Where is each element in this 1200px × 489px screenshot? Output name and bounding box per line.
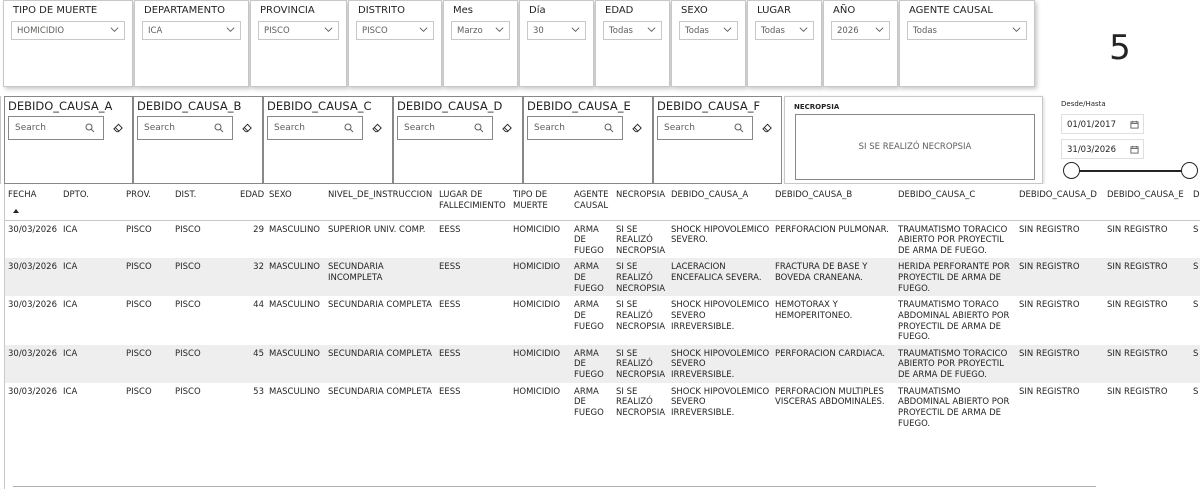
table-cell: MASCULINO [266, 345, 325, 383]
chevron-down-icon [798, 24, 809, 35]
table-cell: HOMICIDIO [510, 258, 571, 296]
filter-dropdown[interactable] [755, 21, 814, 40]
table-cell: S [1190, 345, 1200, 383]
filter-dropdown[interactable] [258, 21, 339, 40]
table-cell: ICA [63, 386, 78, 397]
date-from-input[interactable] [1061, 114, 1144, 134]
table-cell: SIN REGISTRO [1107, 300, 1168, 311]
slicer-title: DEBIDO_CAUSA_C [267, 99, 372, 113]
filter-dropdown[interactable] [527, 21, 586, 40]
table-cell: HOMICIDIO [513, 386, 561, 397]
column-header-label: FECHA [8, 190, 37, 200]
table-cell: SECUNDARIA COMPLETA [328, 386, 432, 397]
filter-title: PROVINCIA [260, 5, 315, 16]
column-header[interactable]: SEXO [266, 184, 325, 220]
eraser-icon[interactable] [242, 123, 253, 133]
sort-ascending-icon [13, 209, 19, 213]
filter-dropdown[interactable] [356, 21, 434, 40]
eraser-icon[interactable] [372, 123, 383, 133]
column-header[interactable]: DEBIDO_CAUSA_C [895, 184, 1016, 220]
slicer-debido-causa-f [653, 96, 782, 184]
table-cell: 30/03/2026 [8, 300, 57, 311]
table-cell: PISCO [175, 386, 201, 397]
filter-value: Todas [913, 26, 937, 36]
search-placeholder: Search [664, 123, 695, 133]
filter-departamento [134, 0, 249, 87]
record-count-card: 5 [1109, 28, 1131, 68]
divider [0, 96, 1, 184]
table-cell: PERFORACION MULTIPLES VISCERAS ABDOMINALES. [775, 386, 885, 408]
table-cell: ARMA DE FUEGO [571, 258, 613, 296]
filter-title: AÑO [833, 5, 856, 16]
filter-value: 2026 [837, 26, 859, 36]
table-cell: 44 [253, 300, 264, 311]
slicer-title: DEBIDO_CAUSA_F [657, 99, 761, 113]
eraser-icon[interactable] [632, 123, 643, 133]
eraser-icon[interactable] [502, 123, 513, 133]
table-cell: PISCO [172, 345, 237, 383]
table-cell: HERIDA PERFORANTE POR PROYECTIL DE ARMA DE FUEGO. [895, 258, 1016, 296]
filter-sexo [671, 0, 746, 87]
chevron-down-icon [323, 24, 334, 35]
table-cell: SI SE REALIZÓ NECROPSIA [616, 224, 666, 256]
filter-title: DEPARTAMENTO [144, 5, 226, 16]
table-cell: PISCO [126, 224, 152, 235]
filter-dropdown[interactable] [142, 21, 241, 40]
table-cell: S [1193, 300, 1199, 311]
filter-agente-causal [899, 0, 1035, 87]
date-to-input[interactable] [1061, 139, 1144, 159]
table-cell: 32 [237, 258, 266, 296]
filter-mes [443, 0, 518, 87]
table-cell: HEMOTORAX Y HEMOPERITONEO. [775, 300, 853, 321]
column-header[interactable]: TIPO DE MUERTE [510, 184, 571, 220]
table-cell: 30/03/2026 [5, 258, 60, 296]
chevron-down-icon [494, 24, 505, 35]
table-cell: EESS [436, 345, 510, 383]
filter-value: PISCO [362, 26, 388, 36]
chevron-down-icon [722, 24, 733, 35]
table-cell: SIN REGISTRO [1019, 300, 1080, 311]
filter-dia [519, 0, 594, 87]
table-cell: SI SE REALIZÓ NECROPSIA [613, 345, 668, 383]
date-slider-end-handle[interactable] [1181, 162, 1198, 179]
search-input[interactable] [657, 116, 753, 140]
slicer-title: DEBIDO_CAUSA_D [397, 99, 503, 113]
slicer-debido-causa-c [263, 96, 393, 184]
filter-title: Mes [453, 5, 473, 16]
chevron-down-icon [109, 24, 120, 35]
table-cell: MASCULINO [269, 300, 320, 311]
search-input[interactable] [527, 116, 623, 140]
filter-value: Marzo [457, 26, 483, 36]
chevron-down-icon [570, 24, 581, 35]
records-table [4, 184, 1200, 489]
filter-title: DISTRITO [358, 5, 405, 16]
calendar-icon [1130, 120, 1139, 129]
filter-dropdown[interactable] [11, 21, 125, 40]
search-placeholder: Search [274, 123, 305, 133]
table-cell: HOMICIDIO [513, 300, 561, 311]
filter-lugar [747, 0, 822, 87]
column-header[interactable]: NIVEL_DE_INSTRUCCION [325, 184, 436, 220]
table-cell: 30/03/2026 [8, 386, 57, 397]
search-input[interactable] [137, 116, 233, 140]
table-cell: 30/03/2026 [8, 224, 57, 235]
filter-title: EDAD [605, 5, 634, 16]
table-cell: ARMA DE FUEGO [574, 386, 604, 418]
filter-value: Todas [685, 26, 709, 36]
filter-anio [823, 0, 898, 87]
date-slider-start-handle[interactable] [1063, 162, 1080, 179]
table-cell: PISCO [123, 345, 172, 383]
table-cell: SUPERIOR UNIV. COMP. [328, 224, 426, 235]
table-cell: 29 [253, 224, 264, 235]
column-header[interactable]: DEBIDO_CAUSA_B [772, 184, 895, 220]
calendar-icon [1130, 145, 1139, 154]
table-cell: PISCO [172, 258, 237, 296]
chevron-down-icon [874, 24, 885, 35]
table-cell: SIN REGISTRO [1104, 345, 1190, 383]
table-cell: EESS [439, 224, 461, 235]
table-cell: PISCO [126, 300, 152, 311]
search-input[interactable] [8, 116, 104, 140]
column-header[interactable]: LUGAR DE FALLECIMIENTO [436, 184, 510, 220]
filter-title: AGENTE CAUSAL [909, 5, 993, 16]
filter-title: SEXO [681, 5, 708, 16]
search-input[interactable] [267, 116, 363, 140]
table-cell: MASCULINO [269, 386, 320, 397]
table-cell: ARMA DE FUEGO [574, 300, 604, 332]
filter-title: LUGAR [757, 5, 791, 16]
slicer-title: DEBIDO_CAUSA_B [137, 99, 242, 113]
necropsia-option[interactable]: SI SE REALIZÓ NECROPSIA [795, 114, 1035, 180]
records-grid [5, 184, 1200, 431]
date-to-value: 31/03/2026 [1067, 145, 1116, 155]
table-cell: ARMA DE FUEGO [574, 224, 604, 256]
chevron-down-icon [225, 24, 236, 35]
table-cell: EESS [439, 386, 461, 397]
date-range-slicer [1050, 96, 1200, 184]
slicer-debido-causa-b [133, 96, 263, 184]
table-cell: SI SE REALIZÓ NECROPSIA [616, 300, 666, 332]
table-cell: ICA [60, 345, 123, 383]
table-cell: MASCULINO [269, 224, 320, 235]
table-header-row [5, 184, 1200, 220]
table-cell: SECUNDARIA COMPLETA [328, 300, 432, 311]
table-cell: SHOCK HIPOVOLEMICO SEVERO IRREVERSIBLE. [671, 386, 770, 418]
search-placeholder: Search [144, 123, 175, 133]
table-cell: SHOCK HIPOVOLEMICO SEVERO. [671, 224, 770, 246]
table-row[interactable] [5, 383, 1200, 432]
column-header[interactable]: NECROPSIA [613, 184, 668, 220]
table-cell: TRAUMATISMO TORACO ABDOMINAL ABIERTO POR PROYECTIL DE ARMA DE FUEGO. [898, 300, 1010, 343]
filter-title: Día [529, 5, 546, 16]
filter-edad [595, 0, 670, 87]
slicer-debido-causa-d [393, 96, 523, 184]
chevron-down-icon [1011, 24, 1022, 35]
slicer-debido-causa-e [523, 96, 653, 184]
table-cell: SIN REGISTRO [1016, 345, 1104, 383]
search-icon [85, 123, 95, 133]
search-icon [604, 123, 614, 133]
table-cell: SHOCK HIPOVOLEMICO SEVERO IRREVERSIBLE. [671, 300, 770, 332]
table-cell: SIN REGISTRO [1107, 386, 1168, 397]
table-cell: MASCULINO [266, 258, 325, 296]
table-cell: EESS [439, 300, 461, 311]
table-cell: ICA [60, 258, 123, 296]
table-cell: PISCO [175, 300, 201, 311]
filter-value: ICA [148, 26, 163, 36]
filter-provincia [250, 0, 347, 87]
chevron-down-icon [646, 24, 657, 35]
eraser-icon[interactable] [762, 123, 773, 133]
table-cell: PISCO [123, 258, 172, 296]
filter-value: 30 [533, 26, 544, 36]
table-cell: SECUNDARIA COMPLETA [325, 345, 436, 383]
slicer-title: DEBIDO_CAUSA_A [8, 99, 113, 113]
date-range-title: Desde/Hasta [1061, 100, 1106, 108]
table-body [5, 220, 1200, 431]
table-cell: TRAUMATISMO TORACICO ABIERTO POR PROYECTIL DE ARMA DE FUEGO. [898, 224, 1008, 256]
filter-dropdown[interactable] [831, 21, 890, 40]
table-cell: SIN REGISTRO [1107, 224, 1168, 235]
table-cell: S [1190, 258, 1200, 296]
table-cell: LACERACION ENCEFALICA SEVERA. [668, 258, 772, 296]
table-row[interactable] [5, 258, 1200, 296]
horizontal-scrollbar[interactable] [13, 486, 1096, 487]
search-placeholder: Search [404, 123, 435, 133]
table-cell: SIN REGISTRO [1016, 258, 1104, 296]
table-cell: ICA [63, 224, 78, 235]
date-from-value: 01/01/2017 [1067, 120, 1116, 130]
table-cell: TRAUMATISMO ABDOMINAL ABIERTO POR PROYECTIL DE ARMA DE FUEGO. [898, 386, 1010, 429]
filter-dropdown[interactable] [679, 21, 738, 40]
column-header[interactable]: DEBIDO_CAUSA_E [1104, 184, 1190, 220]
necropsia-title: NECROPSIA [794, 103, 840, 111]
column-header[interactable]: AGENTE CAUSAL [571, 184, 613, 220]
filter-value: Todas [761, 26, 785, 36]
table-cell: ARMA DE FUEGO [571, 345, 613, 383]
table-cell: PISCO [175, 224, 201, 235]
table-cell: SIN REGISTRO [1019, 224, 1080, 235]
date-slider-track[interactable] [1074, 170, 1188, 172]
filter-tipo-de-muerte [3, 0, 133, 87]
table-cell: FRACTURA DE BASE Y BOVEDA CRANEANA. [772, 258, 895, 296]
search-icon [344, 123, 354, 133]
filter-distrito [348, 0, 442, 87]
table-cell: SHOCK HIPOVOLEMICO SEVERO IRREVERSIBLE. [668, 345, 772, 383]
table-cell: EESS [436, 258, 510, 296]
search-placeholder: Search [534, 123, 565, 133]
table-row[interactable] [5, 296, 1200, 345]
table-cell: PERFORACION CARDIACA. [772, 345, 895, 383]
column-header[interactable]: DIST. [172, 184, 237, 220]
filter-value: PISCO [264, 26, 290, 36]
table-cell: S [1193, 224, 1199, 235]
table-cell: SECUNDARIA INCOMPLETA [325, 258, 436, 296]
column-header[interactable]: DEBIDO_CAUSA_D [1016, 184, 1104, 220]
search-icon [214, 123, 224, 133]
table-cell: 53 [253, 386, 264, 397]
table-cell: SI SE REALIZÓ NECROPSIA [613, 258, 668, 296]
table-cell: SIN REGISTRO [1019, 386, 1080, 397]
column-header[interactable]: DPTO. [60, 184, 123, 220]
table-cell: TRAUMATISMO TORACICO ABIERTO POR PROYECTIL DE ARMA DE FUEGO. [895, 345, 1016, 383]
filter-title: TIPO DE MUERTE [13, 5, 98, 16]
filter-dropdown[interactable] [603, 21, 662, 40]
necropsia-slicer [784, 96, 1043, 184]
table-row[interactable] [5, 345, 1200, 383]
search-placeholder: Search [15, 123, 46, 133]
table-cell: SI SE REALIZÓ NECROPSIA [616, 386, 666, 418]
column-header[interactable]: D [1190, 184, 1200, 220]
table-cell: PISCO [126, 386, 152, 397]
table-row[interactable] [5, 220, 1200, 258]
column-header[interactable]: PROV. [123, 184, 172, 220]
table-cell: SIN REGISTRO [1104, 258, 1190, 296]
filter-dropdown[interactable] [451, 21, 510, 40]
filter-value: Todas [609, 26, 633, 36]
filter-value: HOMICIDIO [17, 26, 65, 36]
slicer-debido-causa-a [4, 96, 133, 184]
column-header[interactable] [5, 184, 60, 220]
table-cell: 45 [237, 345, 266, 383]
search-icon [734, 123, 744, 133]
table-cell: S [1193, 386, 1199, 397]
table-cell: PERFORACION PULMONAR. [775, 224, 889, 235]
eraser-icon[interactable] [113, 123, 124, 133]
table-cell: HOMICIDIO [510, 345, 571, 383]
table-cell: ICA [63, 300, 78, 311]
table-cell: HOMICIDIO [513, 224, 561, 235]
filter-dropdown[interactable] [907, 21, 1027, 40]
slicer-title: DEBIDO_CAUSA_E [527, 99, 631, 113]
column-header[interactable]: DEBIDO_CAUSA_A [668, 184, 772, 220]
chevron-down-icon [418, 24, 429, 35]
column-header[interactable]: EDAD [237, 184, 266, 220]
search-input[interactable] [397, 116, 493, 140]
table-cell: 30/03/2026 [5, 345, 60, 383]
search-icon [474, 123, 484, 133]
